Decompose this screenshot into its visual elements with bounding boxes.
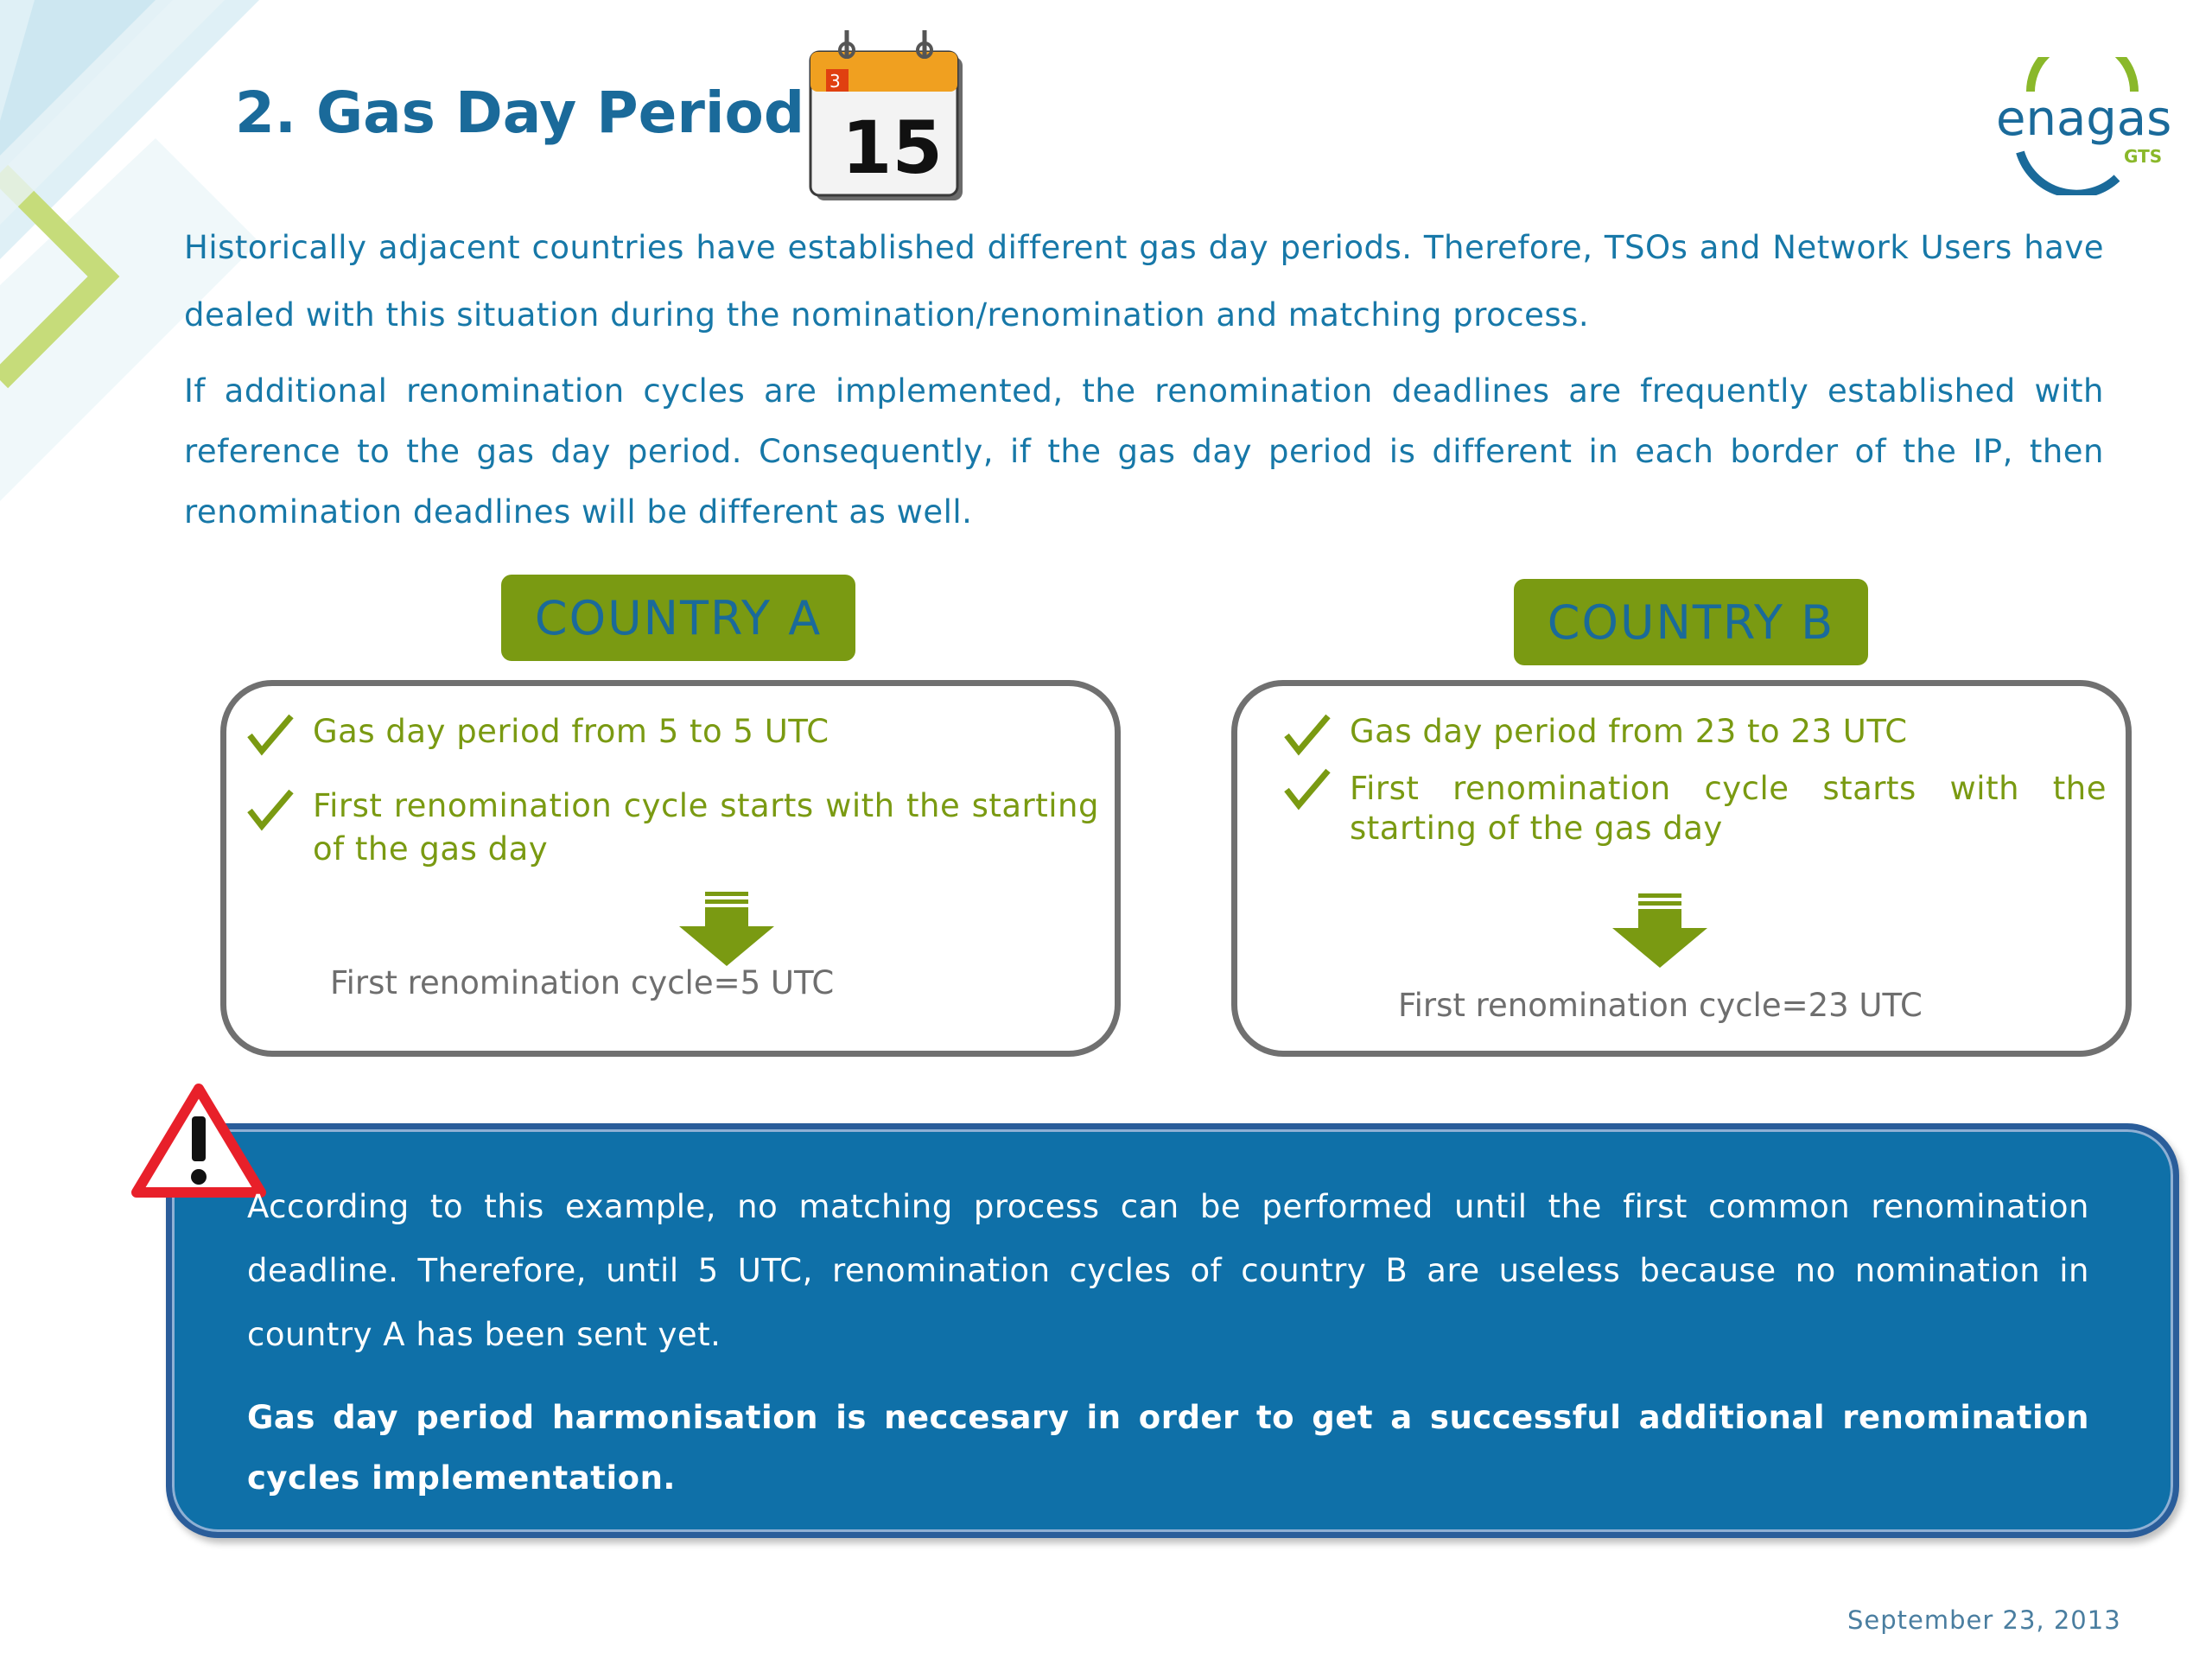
calendar-day: 15 xyxy=(842,105,943,190)
logo-name: enagas xyxy=(1996,91,2172,147)
check-icon xyxy=(1283,713,1332,756)
page-title: 2. Gas Day Period xyxy=(235,79,805,146)
country-b-result: First renomination cycle=23 UTC xyxy=(1398,987,1923,1024)
arrow-down-icon xyxy=(679,892,774,969)
warning-icon xyxy=(131,1082,266,1199)
enagas-logo xyxy=(1987,57,2177,195)
check-icon xyxy=(246,713,295,756)
intro-paragraph: Historically adjacent countries have established different gas day periods. Therefore, TSOs and Network Users have dealed with this situation during the nomination/renomination and matching process. xyxy=(184,229,2104,334)
country-a-label: COUNTRY A xyxy=(501,575,855,661)
renomination-paragraph: If additional renomination cycles are implemented, the renomination deadlines are frequently established with reference to the gas day period. Consequently, if the gas day period is different in each border of the IP, then renomination deadlines will be different as well. xyxy=(184,372,2104,531)
country-b-item-1: Gas day period from 23 to 23 UTC xyxy=(1350,713,1908,750)
logo-sub: GTS xyxy=(2124,146,2163,167)
arrow-down-icon xyxy=(1612,893,1707,971)
calendar-icon xyxy=(804,26,976,207)
callout-example-text: According to this example, no matching process can be performed until the first common renomination deadline. Therefore, until 5 UTC, renomination cycles of country B are useless because no nomination in country A has been sent yet. xyxy=(247,1188,2089,1353)
country-a-result: First renomination cycle=5 UTC xyxy=(330,964,835,1001)
country-a-item-1: Gas day period from 5 to 5 UTC xyxy=(313,713,830,750)
slide-date: September 23, 2013 xyxy=(1847,1605,2121,1635)
country-b-item-2: First renomination cycle starts with the starting of the gas day xyxy=(1350,770,2107,847)
calendar-month-number: 3 xyxy=(830,71,841,92)
country-a-item-2: First renomination cycle starts with the starting of the gas day xyxy=(313,787,1099,868)
country-b-label: COUNTRY B xyxy=(1514,579,1868,665)
check-icon xyxy=(246,788,295,831)
callout-conclusion-text: Gas day period harmonisation is neccesary in order to get a successful additional renomination cycles implementation. xyxy=(247,1399,2089,1497)
check-icon xyxy=(1283,767,1332,810)
